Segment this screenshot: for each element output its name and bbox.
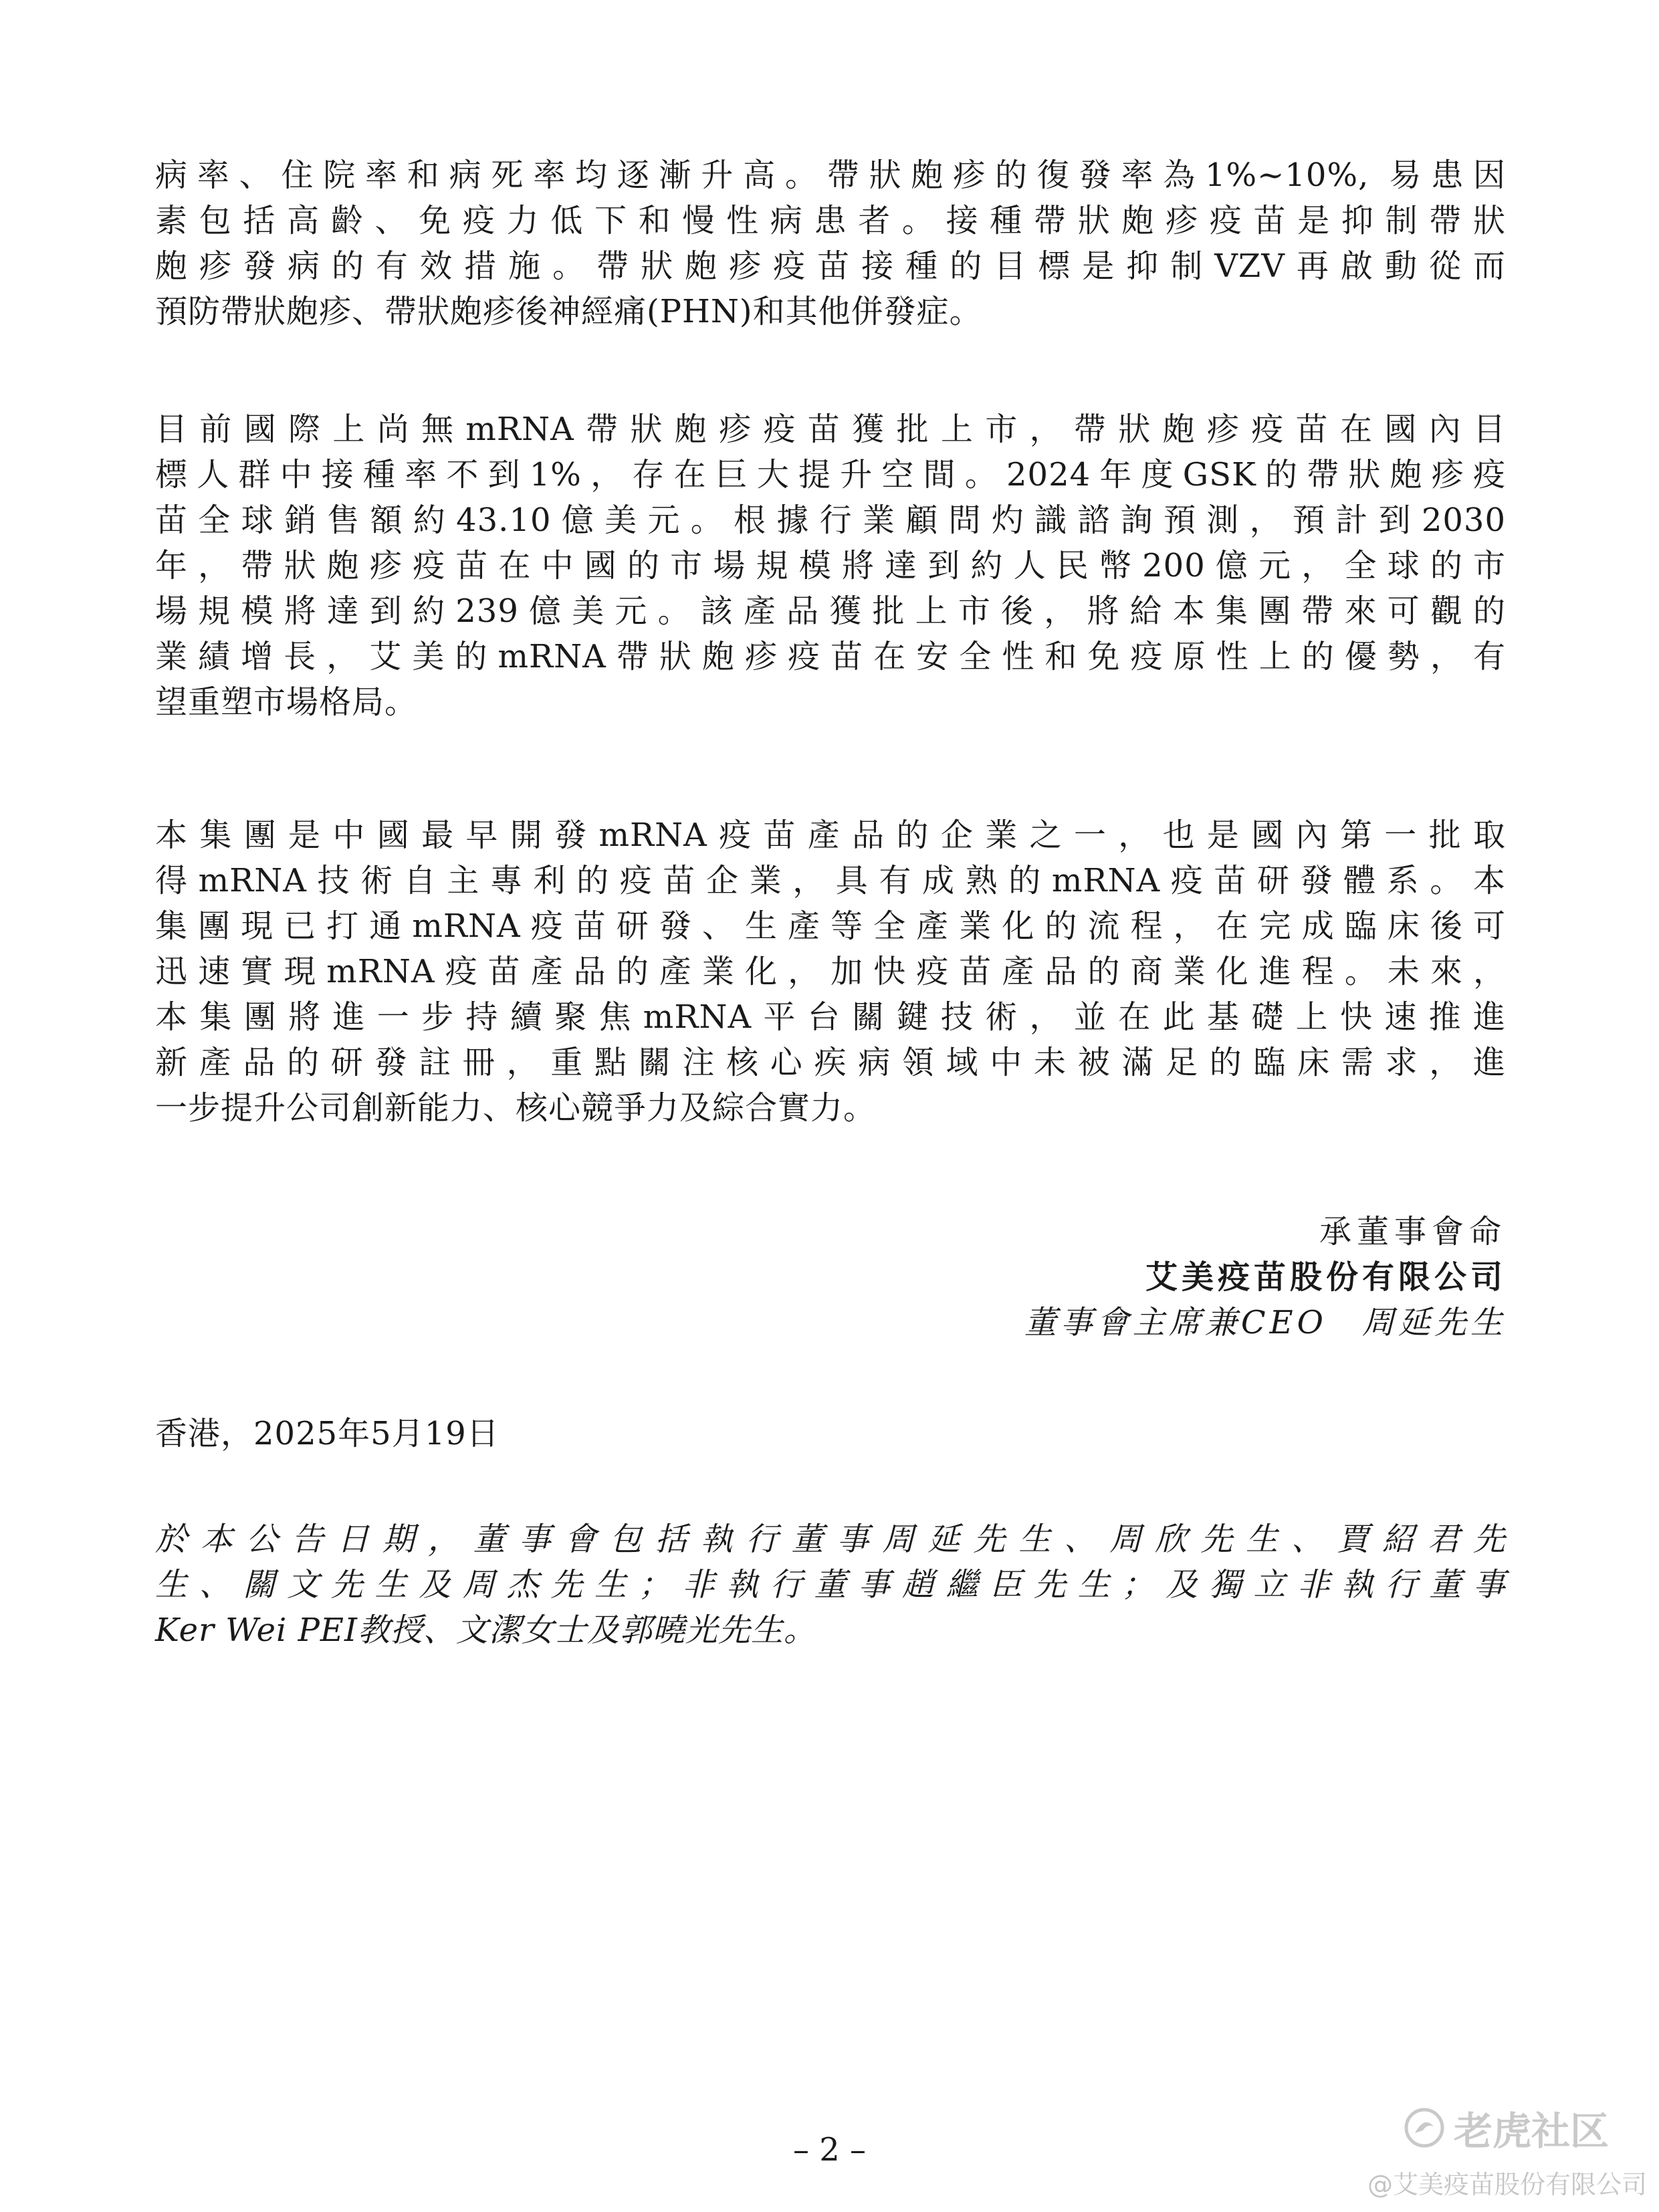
text-line: 本集團將進一步持續聚焦mRNA平台關鍵技術，並在此基礎上快速推進	[155, 998, 1506, 1036]
text-line: 生、關文先生及周杰先生；非執行董事趙繼臣先生；及獨立非執行董事	[155, 1566, 1506, 1603]
signature-block	[1024, 1209, 1507, 1345]
text-line: 業績增長，艾美的mRNA帶狀皰疹疫苗在安全性和免疫原性上的優勢，有	[155, 638, 1506, 675]
text-line: 年，帶狀皰疹疫苗在中國的市場規模將達到約人民幣200億元，全球的市	[155, 547, 1506, 584]
text-line: 皰疹發病的有效措施。帶狀皰疹疫苗接種的目標是抑制VZV再啟動從而	[155, 247, 1506, 285]
paragraph-mrna-platform	[155, 812, 1506, 1131]
text-line: 於本公告日期，董事會包括執行董事周延先生、周欣先生、賈紹君先	[155, 1521, 1506, 1558]
text-line: 預防帶狀皰疹、帶狀皰疹後神經痛(PHN)和其他併發症。	[155, 293, 982, 330]
watermark-logo	[1403, 2100, 1609, 2156]
text-line: 一步提升公司創新能力、核心競爭力及綜合實力。	[155, 1089, 877, 1127]
text-line: 迅速實現mRNA疫苗產品的產業化，加快疫苗產品的商業化進程。未來，	[155, 953, 1506, 990]
text-line: 病率、住院率和病死率均逐漸升高。帶狀皰疹的復發率為1%~10%, 易患因	[155, 156, 1506, 194]
text-line: 標人群中接種率不到1%，存在巨大提升空間。2024年度GSK的帶狀皰疹疫	[155, 456, 1506, 493]
signature-by-order: 承董事會命	[1319, 1213, 1507, 1250]
tiger-logo-icon	[1403, 2106, 1446, 2149]
text-line: 目前國際上尚無mRNA帶狀皰疹疫苗獲批上市，帶狀皰疹疫苗在國內目	[155, 411, 1506, 448]
signature-signatory	[1024, 1300, 1507, 1345]
text-line: 望重塑市場格局。	[155, 683, 418, 721]
directors-note	[155, 1517, 1506, 1653]
text-line: 新產品的研發註冊，重點關注核心疾病領域中未被滿足的臨床需求，進	[155, 1044, 1506, 1081]
watermark-source: @艾美疫苗股份有限公司	[1367, 2170, 1647, 2199]
paragraph-shingles-background	[155, 152, 1506, 334]
signatory-name: 周延先生	[1361, 1304, 1507, 1341]
text-line: 場規模將達到約239億美元。該產品獲批上市後，將給本集團帶來可觀的	[155, 592, 1506, 630]
text-line: 得mRNA技術自主專利的疫苗企業，具有成熟的mRNA疫苗研發體系。本	[155, 862, 1506, 899]
watermark-brand: 老虎社区	[1454, 2108, 1610, 2154]
paragraph-market-outlook	[155, 407, 1506, 725]
text-line: 本集團是中國最早開發mRNA疫苗產品的企業之一，也是國內第一批取	[155, 816, 1506, 854]
signature-company-name: 艾美疫苗股份有限公司	[1145, 1258, 1507, 1296]
text-line: Ker Wei PEI教授、文潔女士及郭曉光先生。	[155, 1612, 816, 1649]
signatory-title: 董事會主席兼CEO	[1024, 1304, 1327, 1341]
page-number: – 2 –	[792, 2131, 867, 2169]
text-line: 苗全球銷售額約43.10億美元。根據行業顧問灼識諮詢預測，預計到2030	[155, 502, 1506, 539]
text-line: 素包括高齡、免疫力低下和慢性病患者。接種帶狀皰疹疫苗是抑制帶狀	[155, 202, 1506, 239]
place-and-date: 香港，2025年5月19日	[155, 1415, 500, 1452]
text-line: 集團現已打通mRNA疫苗研發、生產等全產業化的流程，在完成臨床後可	[155, 907, 1506, 945]
